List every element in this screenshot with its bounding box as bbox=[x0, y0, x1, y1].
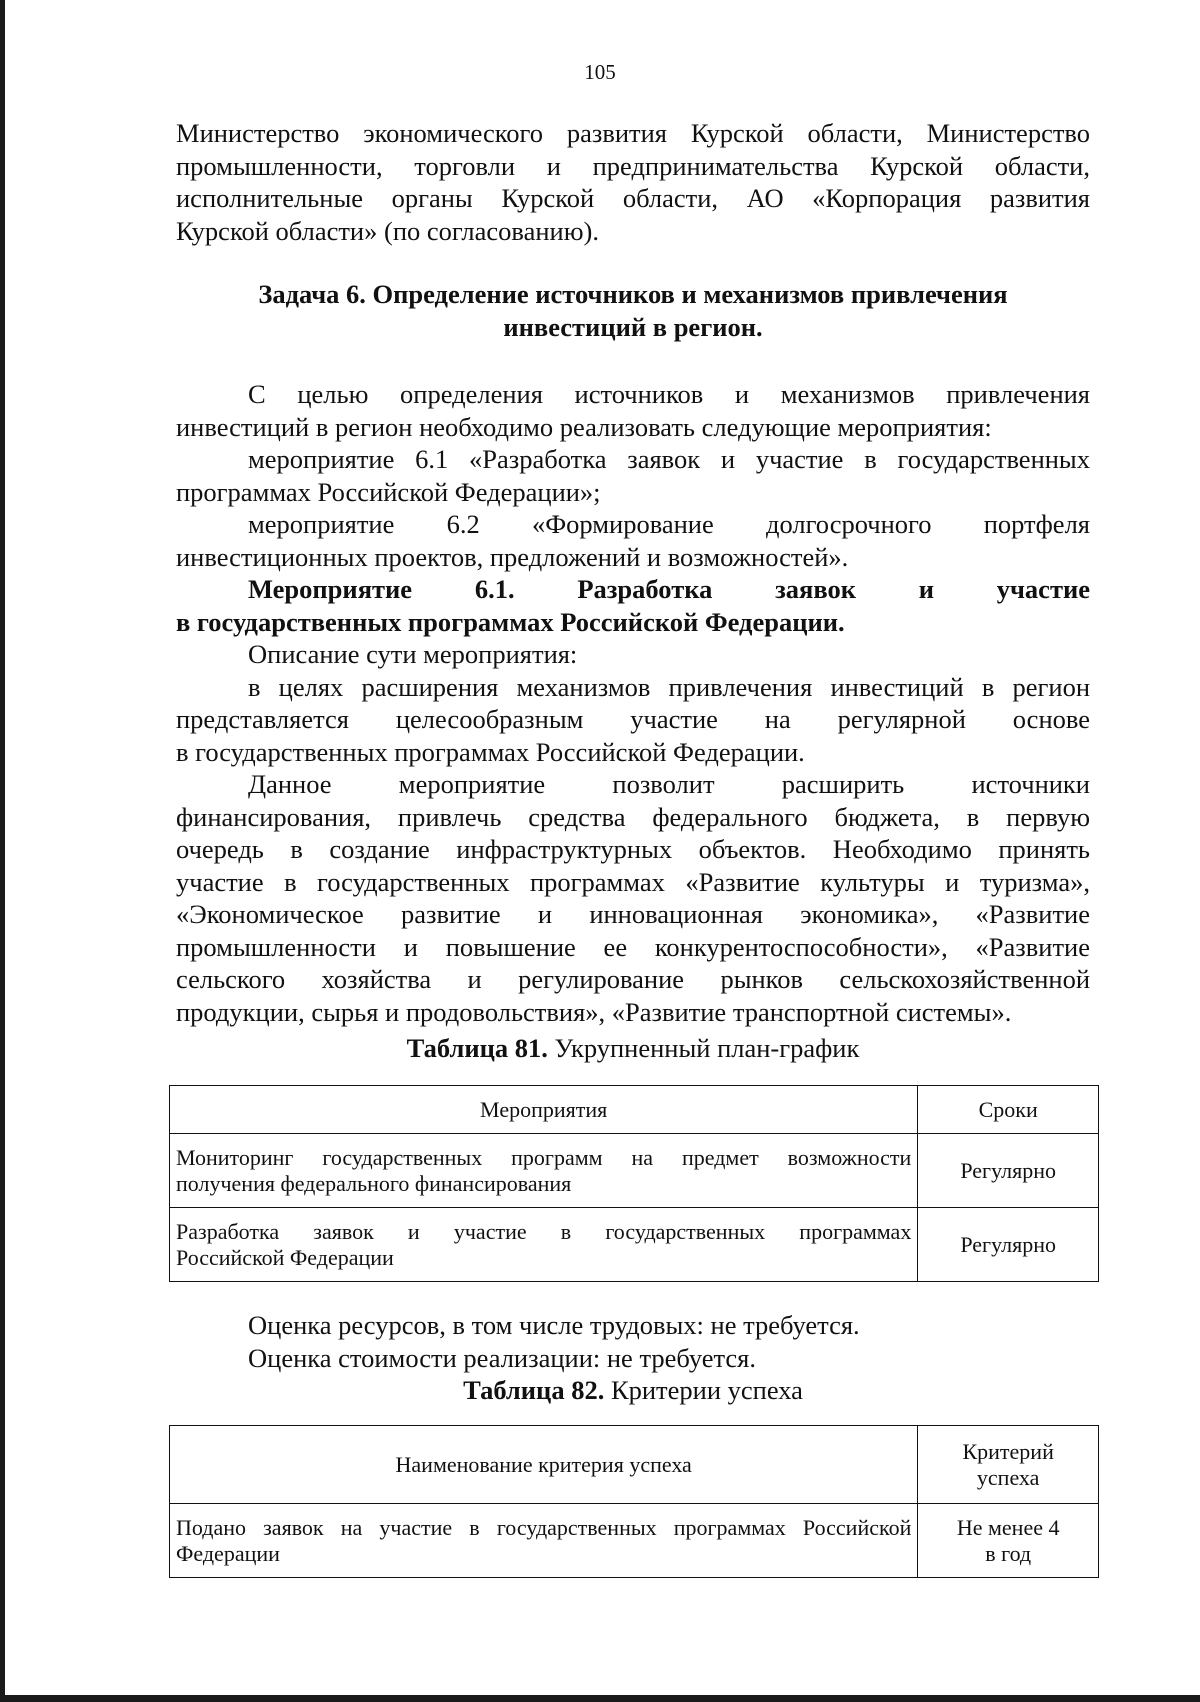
table-row bbox=[170, 1134, 1099, 1208]
description-line: представляется целесообразным участие на регулярной основе bbox=[176, 704, 1090, 734]
table-81-measure-cell bbox=[170, 1208, 918, 1282]
table-81-measure-line: получения федерального финансирования bbox=[176, 1170, 572, 1196]
cost-assessment: Оценка стоимости реализации: не требуется. bbox=[248, 1342, 756, 1373]
task-heading-line: Задача 6. Определение источников и механизмов привлечения bbox=[258, 279, 1008, 309]
table-81-header-row bbox=[170, 1086, 1099, 1134]
measure-6-1-line: программах Российской Федерации»; bbox=[176, 476, 601, 507]
table-82-criterion-line: в год bbox=[985, 1540, 1032, 1566]
assessment-block bbox=[176, 1309, 1090, 1374]
task-paragraph-line: инвестиций в регион необходимо реализовать следующие мероприятия: bbox=[176, 411, 992, 442]
resources-assessment: Оценка ресурсов, в том числе трудовых: не требуется. bbox=[248, 1310, 860, 1340]
table-81-measure-line: Мониторинг государственных программ на предмет возможности bbox=[176, 1144, 912, 1170]
table-81-term-cell: Регулярно bbox=[918, 1208, 1099, 1282]
table-81-header-measures: Мероприятия bbox=[170, 1086, 918, 1134]
details-line: «Экономическое развитие и инновационная экономика», «Развитие bbox=[176, 899, 1090, 929]
table-82-header-name: Наименование критерия успеха bbox=[170, 1426, 918, 1504]
table-81-measure-line: Российской Федерации bbox=[176, 1244, 394, 1270]
table-81-measure-line: Разработка заявок и участие в государственных программах bbox=[176, 1218, 912, 1244]
table-81 bbox=[169, 1085, 1099, 1282]
description-line: в государственных программах Российской Федерации. bbox=[176, 736, 805, 767]
details-line: очередь в создание инфраструктурных объектов. Необходимо принять bbox=[176, 834, 1090, 864]
table-82-criterion-cell bbox=[918, 1504, 1099, 1578]
measure-6-2-line: инвестиционных проектов, предложений и возможностей». bbox=[176, 541, 849, 572]
scan-edge-left bbox=[0, 0, 5, 1702]
task-heading-line: инвестиций в регион. bbox=[503, 311, 763, 342]
table-82-caption-title: Критерии успеха bbox=[604, 1375, 803, 1405]
task-paragraph bbox=[176, 378, 1090, 1028]
measure-heading-line: в государственных программах Российской Федерации. bbox=[176, 606, 845, 637]
intro-line: исполнительные органы Курской области, АО «Корпорация развития bbox=[176, 183, 1090, 213]
table-82-caption-number: Таблица 82. bbox=[463, 1375, 605, 1405]
details-line: Данное мероприятие позволит расширить источники bbox=[248, 769, 1090, 799]
intro-line: Курской области» (по согласованию). bbox=[176, 215, 599, 246]
table-81-caption bbox=[176, 1032, 1090, 1064]
table-row bbox=[170, 1208, 1099, 1282]
details-line: продукции, сырья и продовольствия», «Развитие транспортной системы». bbox=[176, 996, 1012, 1027]
table-82 bbox=[169, 1425, 1099, 1578]
details-line: финансирования, привлечь средства федерального бюджета, в первую bbox=[176, 801, 1090, 832]
table-row bbox=[170, 1504, 1099, 1578]
table-81-measure-cell bbox=[170, 1134, 918, 1208]
table-82-name-line: Подано заявок на участие в государственных программах Российской bbox=[176, 1514, 912, 1540]
table-81-term-cell: Регулярно bbox=[918, 1134, 1099, 1208]
table-82-header-criterion-line: успеха bbox=[976, 1464, 1040, 1490]
task-heading bbox=[176, 278, 1090, 343]
intro-line: Министерство экономического развития Курской области, Министерство bbox=[176, 118, 1090, 148]
table-81-caption-number: Таблица 81. bbox=[406, 1033, 548, 1063]
scan-edge-bottom bbox=[0, 1695, 1200, 1702]
details-line: участие в государственных программах «Развитие культуры и туризма», bbox=[176, 866, 1090, 897]
description-line: в целях расширения механизмов привлечения инвестиций в регион bbox=[248, 671, 1090, 702]
measure-6-1-line: мероприятие 6.1 «Разработка заявок и участие в государственных bbox=[248, 444, 1090, 474]
table-81-header-terms: Сроки bbox=[918, 1086, 1099, 1134]
table-82-caption bbox=[176, 1374, 1090, 1406]
table-82-name-cell bbox=[170, 1504, 918, 1578]
table-82-criterion-line: Не менее 4 bbox=[956, 1514, 1060, 1540]
task-paragraph-line: С целью определения источников и механизмов привлечения bbox=[248, 379, 1090, 409]
table-81-caption-title: Укрупненный план-график bbox=[547, 1033, 860, 1063]
page-number: 105 bbox=[584, 60, 616, 84]
table-82-header-row bbox=[170, 1426, 1099, 1504]
measure-heading-line: Мероприятие 6.1. Разработка заявок и участие bbox=[248, 574, 1090, 604]
table-82-header-criterion-line: Критерий bbox=[962, 1438, 1054, 1464]
details-line: промышленности и повышение ее конкурентоспособности», «Развитие bbox=[176, 931, 1090, 962]
intro-line: промышленности, торговли и предпринимательства Курской области, bbox=[176, 150, 1090, 181]
measure-6-2-line: мероприятие 6.2 «Формирование долгосрочного портфеля bbox=[248, 509, 1090, 539]
table-82-name-line: Федерации bbox=[176, 1540, 280, 1566]
table-82-header-criterion bbox=[918, 1426, 1099, 1504]
details-line: сельского хозяйства и регулирование рынков сельскохозяйственной bbox=[176, 964, 1090, 994]
description-label: Описание сути мероприятия: bbox=[248, 639, 578, 669]
intro-paragraph bbox=[176, 117, 1090, 247]
